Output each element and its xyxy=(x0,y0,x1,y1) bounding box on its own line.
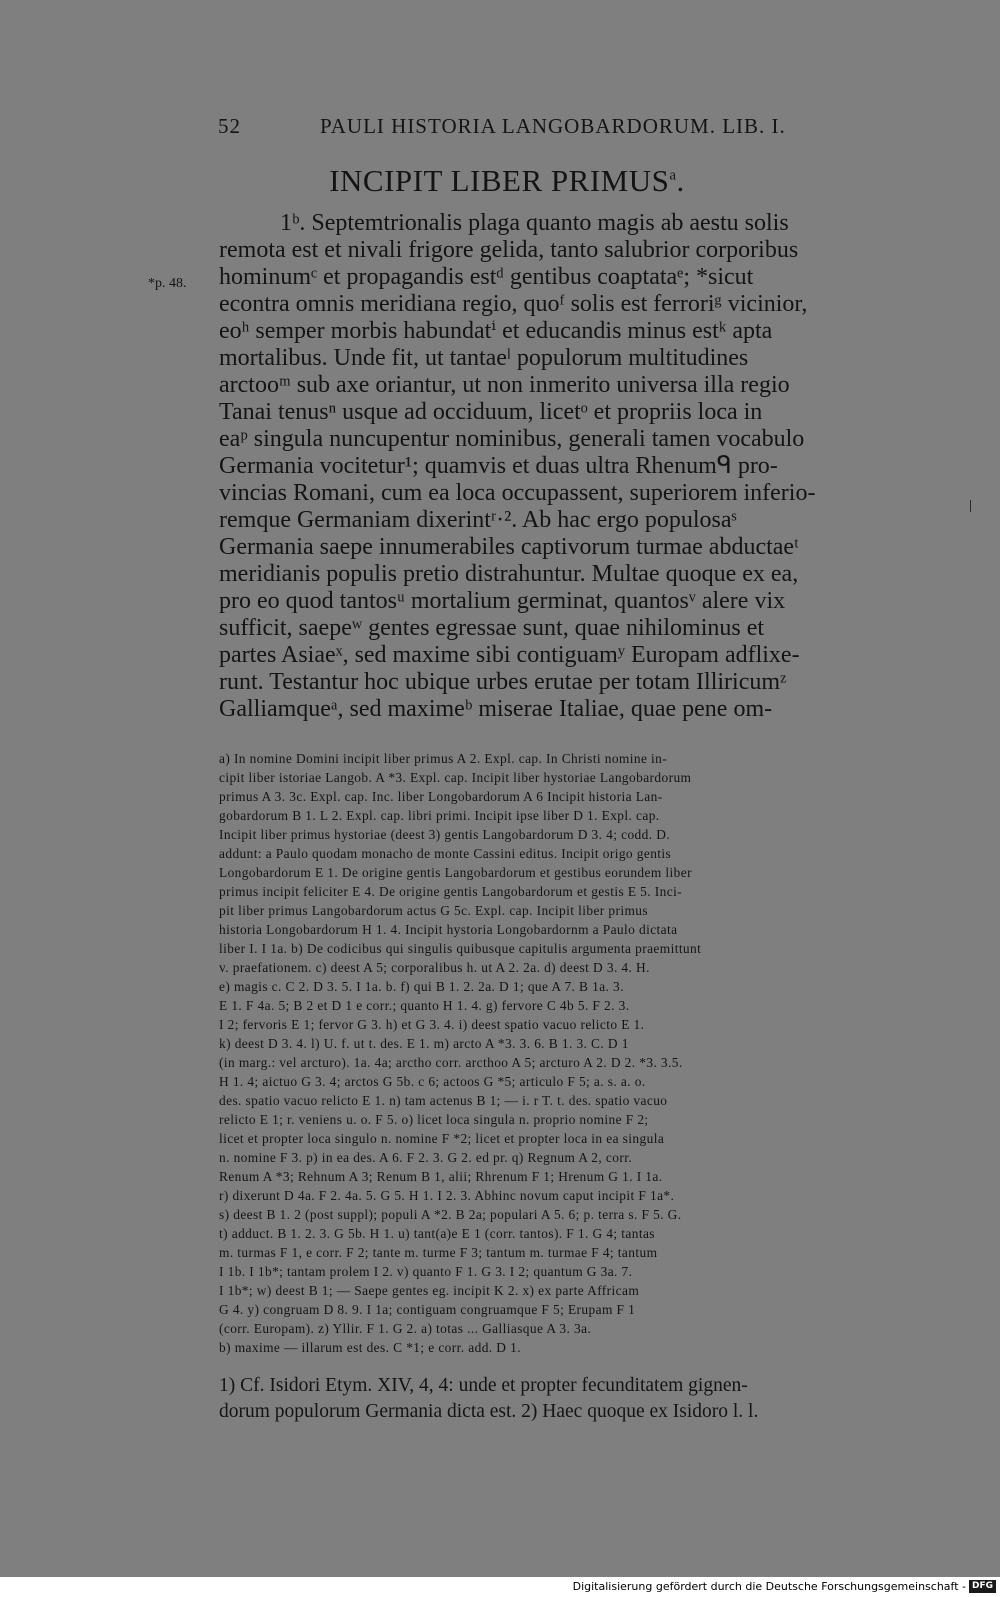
book-title xyxy=(0,163,1000,207)
book-title-period: . xyxy=(676,163,685,198)
apparatus-line: relicto E 1; r. veniens u. o. F 5. o) licet loca singula n. proprio nomine F 2; xyxy=(219,1112,649,1127)
apparatus-line: addunt: a Paulo quodam monacho de monte Cassini editus. Incipit origo gentis xyxy=(219,846,672,861)
apparatus-line: I 2; fervoris E 1; fervor G 3. h) et G 3. 4. i) deest spatio vacuo relicto E 1. xyxy=(219,1017,645,1032)
text-line: econtra omnis meridiana regio, quoᶠ solis est ferroriᵍ vicinior, xyxy=(219,291,808,317)
text-line: arctooᵐ sub axe oriantur, ut non inmerito universa illa regio xyxy=(219,372,790,398)
text-line: Galliamqueᵃ, sed maximeᵇ miserae Italiae, quae pene om- xyxy=(219,696,773,722)
apparatus-line: pit liber primus Langobardorum actus G 5c. Expl. cap. Incipit liber primus xyxy=(219,903,648,918)
text-line: meridianis populis pretio distrahuntur. Multae quoque ex ea, xyxy=(219,561,799,587)
apparatus-line: I 1b. I 1b*; tantam prolem I 2. v) quanto F 1. G 3. I 2; quantum G 3a. 7. xyxy=(219,1264,633,1279)
apparatus-line: k) deest D 3. 4. l) U. f. ut t. des. E 1. m) arcto A *3. 3. 6. B 1. 3. C. D 1 xyxy=(219,1036,629,1051)
text-line: sufficit, saepeʷ gentes egressae sunt, quae nihilominus et xyxy=(219,615,765,641)
apparatus-line: des. spatio vacuo relicto E 1. n) tam actenus B 1; — i. r T. t. des. spatio vacuo xyxy=(219,1093,668,1108)
apparatus-line: H 1. 4; aictuo G 3. 4; arctos G 5b. c 6; actoos G *5; articulo F 5; a. s. a. o. xyxy=(219,1074,646,1089)
running-title: PAULI HISTORIA LANGOBARDORUM. LIB. I. xyxy=(320,114,786,138)
text-line: hominumᶜ et propagandis estᵈ gentibus coaptataᵉ; *sicut xyxy=(219,264,754,290)
dfg-logo-icon: DFG xyxy=(969,1580,996,1593)
apparatus-line: n. nomine F 3. p) in ea des. A 6. F 2. 3. G 2. ed pr. q) Regnum A 2, corr. xyxy=(219,1150,633,1165)
text-line: mortalibus. Unde fit, ut tantaeˡ populorum multitudines xyxy=(219,345,749,371)
apparatus-line: m. turmas F 1, e corr. F 2; tante m. turme F 3; tantum m. turmae F 4; tantum xyxy=(219,1245,658,1260)
text-line: pro eo quod tantosᵘ mortalium germinat, quantosᵛ alere vix xyxy=(219,588,786,614)
text-line: vincias Romani, cum ea loca occupassent, superiorem inferio- xyxy=(219,480,816,506)
text-line: 1ᵇ. Septemtrionalis plaga quanto magis ab aestu solis xyxy=(280,210,789,236)
page-number: 52 xyxy=(218,114,241,138)
apparatus-line: primus incipit feliciter E 4. De origine gentis Langobardorum et gestis E 5. Inci- xyxy=(219,884,683,899)
apparatus-line: G 4. y) congruam D 8. 9. I 1a; contiguam congruamque F 5; Erupam F 1 xyxy=(219,1302,636,1317)
apparatus-line: r) dixerunt D 4a. F 2. 4a. 5. G 5. H 1. I 2. 3. Abhinc novum caput incipit F 1a*. xyxy=(219,1188,675,1203)
text-line: remque Germaniam dixerintʳ·². Ab hac ergo populosaˢ xyxy=(219,507,737,533)
footer-credit: Digitalisierung gefördert durch die Deutsche Forschungsgemeinschaft - xyxy=(572,1580,966,1593)
book-title-text: INCIPIT LIBER PRIMUS xyxy=(329,163,670,198)
apparatus-line: a) In nomine Domini incipit liber primus A 2. Expl. cap. In Christi nomine in- xyxy=(219,751,668,766)
text-line: runt. Testantur hoc ubique urbes erutae per totam Illiricumᶻ xyxy=(219,669,787,695)
text-line: eaᵖ singula nuncupentur nominibus, generali tamen vocabulo xyxy=(219,426,805,452)
text-line: Germania saepe innumerabiles captivorum turmae abductaeᵗ xyxy=(219,534,799,560)
source-note-line: dorum populorum Germania dicta est. 2) Haec quoque ex Isidoro l. l. xyxy=(219,1401,759,1422)
apparatus-line: t) adduct. B 1. 2. 3. G 5b. H 1. u) tant(a)e E 1 (corr. tantos). F 1. G 4; tantas xyxy=(219,1226,655,1241)
apparatus-line: primus A 3. 3c. Expl. cap. Inc. liber Longobardorum A 6 Incipit historia Lan- xyxy=(219,789,663,804)
source-note-line: 1) Cf. Isidori Etym. XIV, 4, 4: unde et propter fecunditatem gignen- xyxy=(219,1375,748,1396)
digitization-footer xyxy=(0,1577,1000,1597)
apparatus-line: v. praefationem. c) deest A 5; corporalibus h. ut A 2. 2a. d) deest D 3. 4. H. xyxy=(219,960,650,975)
text-line: remota est et nivali frigore gelida, tanto salubrior corporibus xyxy=(219,237,799,263)
apparatus-line: cipit liber istoriae Langob. A *3. Expl. cap. Incipit liber hystoriae Langobardorum xyxy=(219,770,692,785)
apparatus-line: historia Longobardorum H 1. 4. Incipit hystoria Longobardornm a Paulo dictata xyxy=(219,922,678,937)
text-line: partes Asiaeˣ, sed maxime sibi contiguamʸ Europam adflixe- xyxy=(219,642,800,668)
running-head xyxy=(0,114,1000,144)
apparatus-line: Longobardorum E 1. De origine gentis Langobardorum et gestibus eorundem liber xyxy=(219,865,692,880)
apparatus-line: E 1. F 4a. 5; B 2 et D 1 e corr.; quanto H 1. 4. g) fervore C 4b 5. F 2. 3. xyxy=(219,998,630,1013)
apparatus-line: e) magis c. C 2. D 3. 5. I 1a. b. f) qui B 1. 2. 2a. D 1; que A 7. B 1a. 3. xyxy=(219,979,624,994)
text-line: eoʰ semper morbis habundatⁱ et educandis minus estᵏ apta xyxy=(219,318,773,344)
apparatus-line: b) maxime — illarum est des. C *1; e corr. add. D 1. xyxy=(219,1340,521,1355)
apparatus-line: (corr. Europam). z) Yllir. F 1. G 2. a) totas ... Galliasque A 3. 3a. xyxy=(219,1321,592,1336)
apparatus-line: s) deest B 1. 2 (post suppl); populi A *2. B 2a; populari A 5. 6; p. terra s. F 5. G. xyxy=(219,1207,682,1222)
apparatus-line: Renum A *3; Rehnum A 3; Renum B 1, alii; Rhrenum F 1; Hrenum G 1. I 1a. xyxy=(219,1169,663,1184)
marginal-page-reference: *p. 48. xyxy=(148,276,187,291)
apparatus-line: gobardorum B 1. L 2. Expl. cap. libri primi. Incipit ipse liber D 1. Expl. cap. xyxy=(219,808,660,823)
apparatus-line: licet et propter loca singulo n. nomine F *2; licet et propter loca in ea singula xyxy=(219,1131,665,1146)
book-title-note: a xyxy=(669,167,677,184)
margin-mark xyxy=(970,500,971,512)
apparatus-line: (in marg.: vel arcturo). 1a. 4a; arctho corr. arcthoo A 5; arcturo A 2. D 2. *3. 3.5. xyxy=(219,1055,683,1070)
apparatus-line: Incipit liber primus hystoriae (deest 3) gentis Langobardorum D 3. 4; codd. D. xyxy=(219,827,671,842)
apparatus-line: liber I. I 1a. b) De codicibus qui singulis quibusque capitulis argumenta praemittunt xyxy=(219,941,702,956)
text-line: Germania vocitetur¹; quamvis et duas ultra Rhenumᑫ pro- xyxy=(219,453,778,479)
text-line: Tanai tenusⁿ usque ad occiduum, licetᵒ et propriis loca in xyxy=(219,399,763,425)
apparatus-line: I 1b*; w) deest B 1; — Saepe gentes eg. incipit K 2. x) ex parte Affricam xyxy=(219,1283,640,1298)
